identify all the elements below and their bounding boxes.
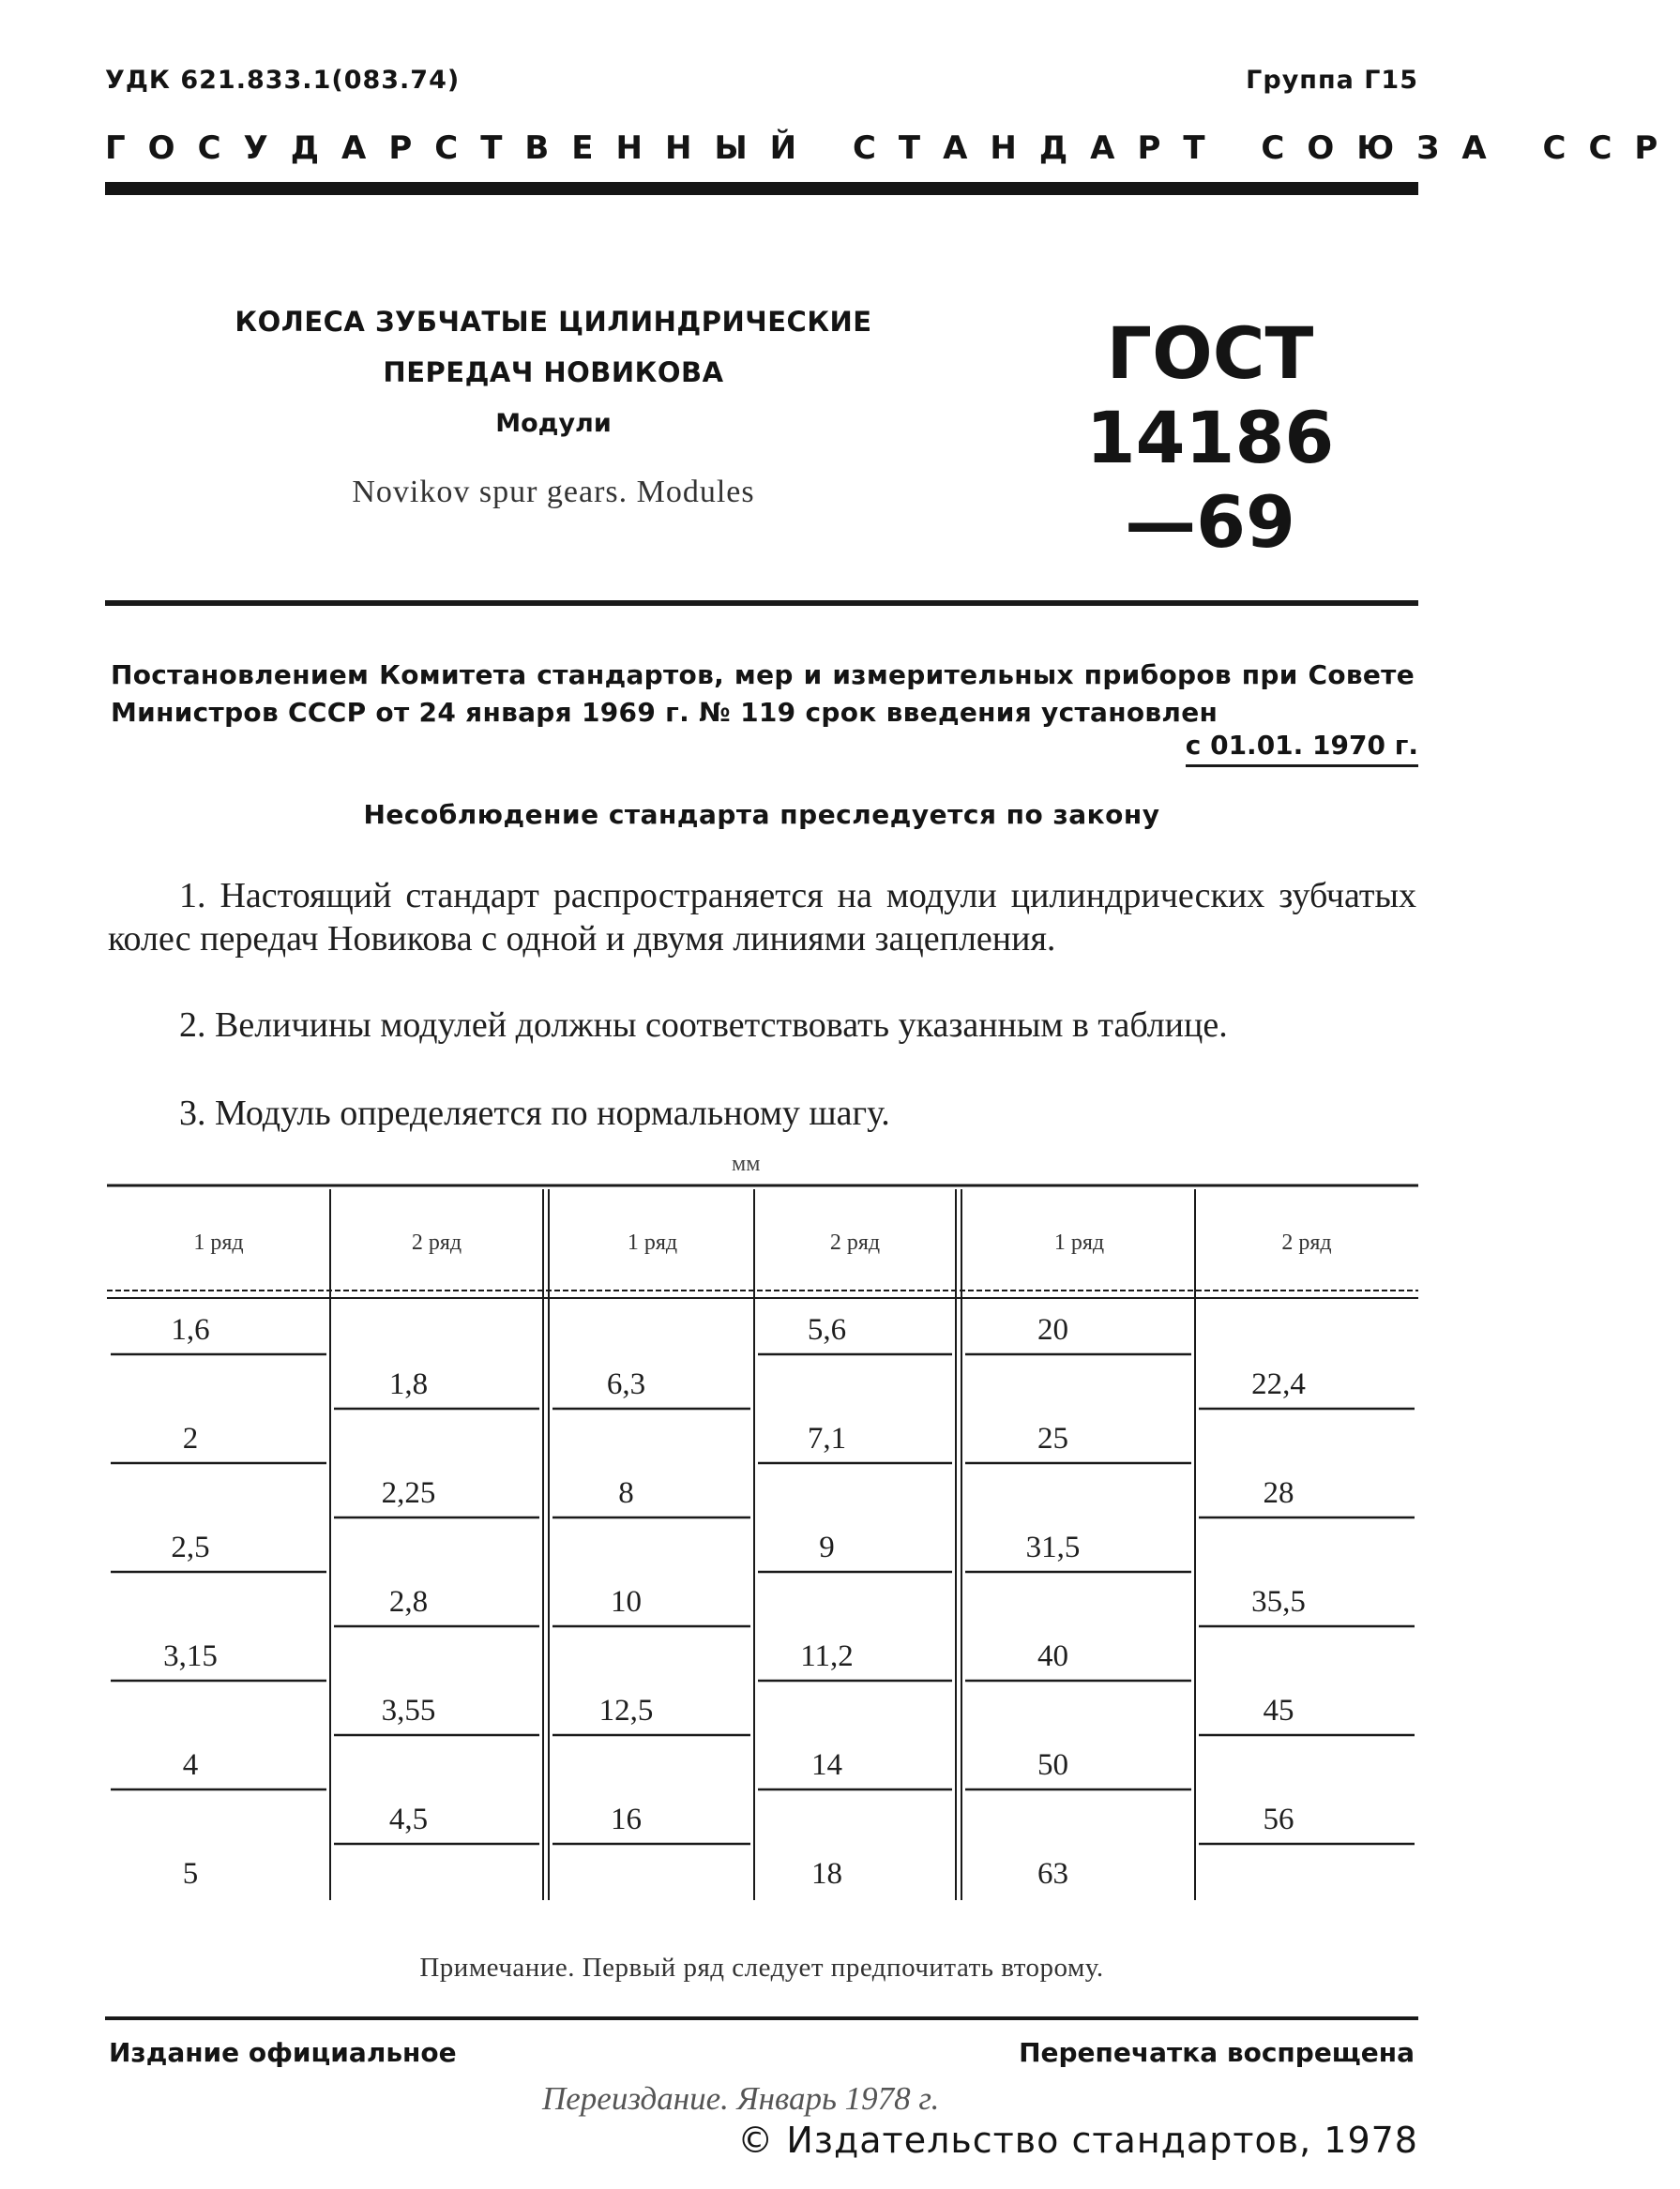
table-cell: 2 (182, 1422, 199, 1456)
table-cell: 22,4 (1251, 1367, 1306, 1401)
table-header-cell: 1 ряд (193, 1230, 244, 1255)
paragraph-3: 3. Модуль определяется по нормальному шагу. (179, 1094, 890, 1133)
table-cell: 9 (819, 1531, 835, 1564)
document-title (188, 296, 919, 398)
bottom-rule (105, 2016, 1418, 2020)
modules-table (107, 1184, 1418, 1941)
table-cell: 4 (182, 1748, 199, 1782)
table-cell: 10 (611, 1585, 642, 1619)
gost-designation (1051, 311, 1370, 565)
resolution-text: Постановлением Комитета стандартов, мер и измерительных приборов при Совете Министров СССР от 24 января 1969 г. № 119 срок введения установлен (111, 659, 1415, 728)
title-line-2: ПЕРЕДАЧ НОВИКОВА (383, 356, 724, 388)
table-cell: 28 (1263, 1476, 1294, 1510)
table-cell: 63 (1037, 1857, 1068, 1891)
table-header-cell: 2 ряд (829, 1230, 881, 1255)
table-header-cell: 2 ряд (1281, 1230, 1332, 1255)
table-cell: 5 (182, 1857, 199, 1891)
table-cell: 14 (811, 1748, 842, 1782)
table-cell: 16 (611, 1803, 642, 1836)
table-cell: 8 (618, 1476, 634, 1510)
group-code: Группа Г15 (1246, 66, 1418, 95)
gost-label: ГОСТ (1106, 311, 1314, 395)
republished-note: Переиздание. Январь 1978 г. (542, 2080, 940, 2117)
table-note: Примечание. Первый ряд следует предпочитать второму. (419, 1953, 1104, 1983)
table-header-cell: 1 ряд (627, 1230, 678, 1255)
table-cell: 5,6 (807, 1313, 847, 1347)
table-cell: 20 (1037, 1313, 1068, 1347)
table-unit: мм (732, 1152, 761, 1176)
table-cell: 56 (1263, 1803, 1294, 1836)
table-cell: 31,5 (1025, 1531, 1081, 1564)
table-cell: 2,8 (388, 1585, 429, 1619)
copyright-notice: © Издательство стандартов, 1978 (737, 2120, 1418, 2161)
table-cell: 3,15 (163, 1639, 218, 1673)
document-subtitle: Модули (495, 409, 612, 438)
table-cell: 45 (1263, 1694, 1294, 1728)
table-cell: 2,5 (171, 1531, 210, 1564)
table-cell: 1,6 (171, 1313, 210, 1347)
title-line-1: КОЛЕСА ЗУБЧАТЫЕ ЦИЛИНДРИЧЕСКИЕ (235, 306, 872, 338)
table-cell: 1,8 (388, 1367, 429, 1401)
top-rule (105, 182, 1418, 195)
paragraph-1: 1. Настоящий стандарт распространяется на модули цилиндрических зубчатых колес передач Новикова с одной и двумя линиями зацепления. (108, 876, 1416, 959)
table-cell: 40 (1037, 1639, 1068, 1673)
table-cell: 11,2 (800, 1639, 854, 1673)
legal-warning: Несоблюдение стандарта преследуется по закону (363, 799, 1160, 830)
table-cell: 6,3 (606, 1367, 646, 1401)
table-cell: 12,5 (598, 1694, 654, 1728)
middle-rule (105, 600, 1418, 606)
table-cell: 4,5 (388, 1803, 429, 1836)
gost-number: 14186—69 (1085, 396, 1335, 564)
table-header-cell: 2 ряд (411, 1230, 462, 1255)
effective-date: с 01.01. 1970 г. (1186, 730, 1418, 767)
table-header-cell: 1 ряд (1053, 1230, 1105, 1255)
table-cell: 50 (1037, 1748, 1068, 1782)
english-title: Novikov spur gears. Modules (352, 475, 755, 509)
udk-code: УДК 621.833.1(083.74) (105, 66, 461, 95)
table-cell: 7,1 (807, 1422, 847, 1456)
table-cell: 3,55 (381, 1694, 436, 1728)
table-cell: 25 (1037, 1422, 1068, 1456)
table-cell: 2,25 (381, 1476, 436, 1510)
paragraph-2: 2. Величины модулей должны соответствовать указанным в таблице. (179, 1005, 1228, 1045)
state-standard-heading: ГОСУДАРСТВЕННЫЙ СТАНДАРТ СОЮЗА ССР (105, 129, 1680, 167)
table-cell: 35,5 (1251, 1585, 1306, 1619)
table-cell: 18 (811, 1857, 842, 1891)
modules-table-grid (107, 1184, 1418, 1941)
reprint-notice: Перепечатка воспрещена (1019, 2037, 1415, 2068)
edition-label: Издание официальное (109, 2037, 457, 2068)
